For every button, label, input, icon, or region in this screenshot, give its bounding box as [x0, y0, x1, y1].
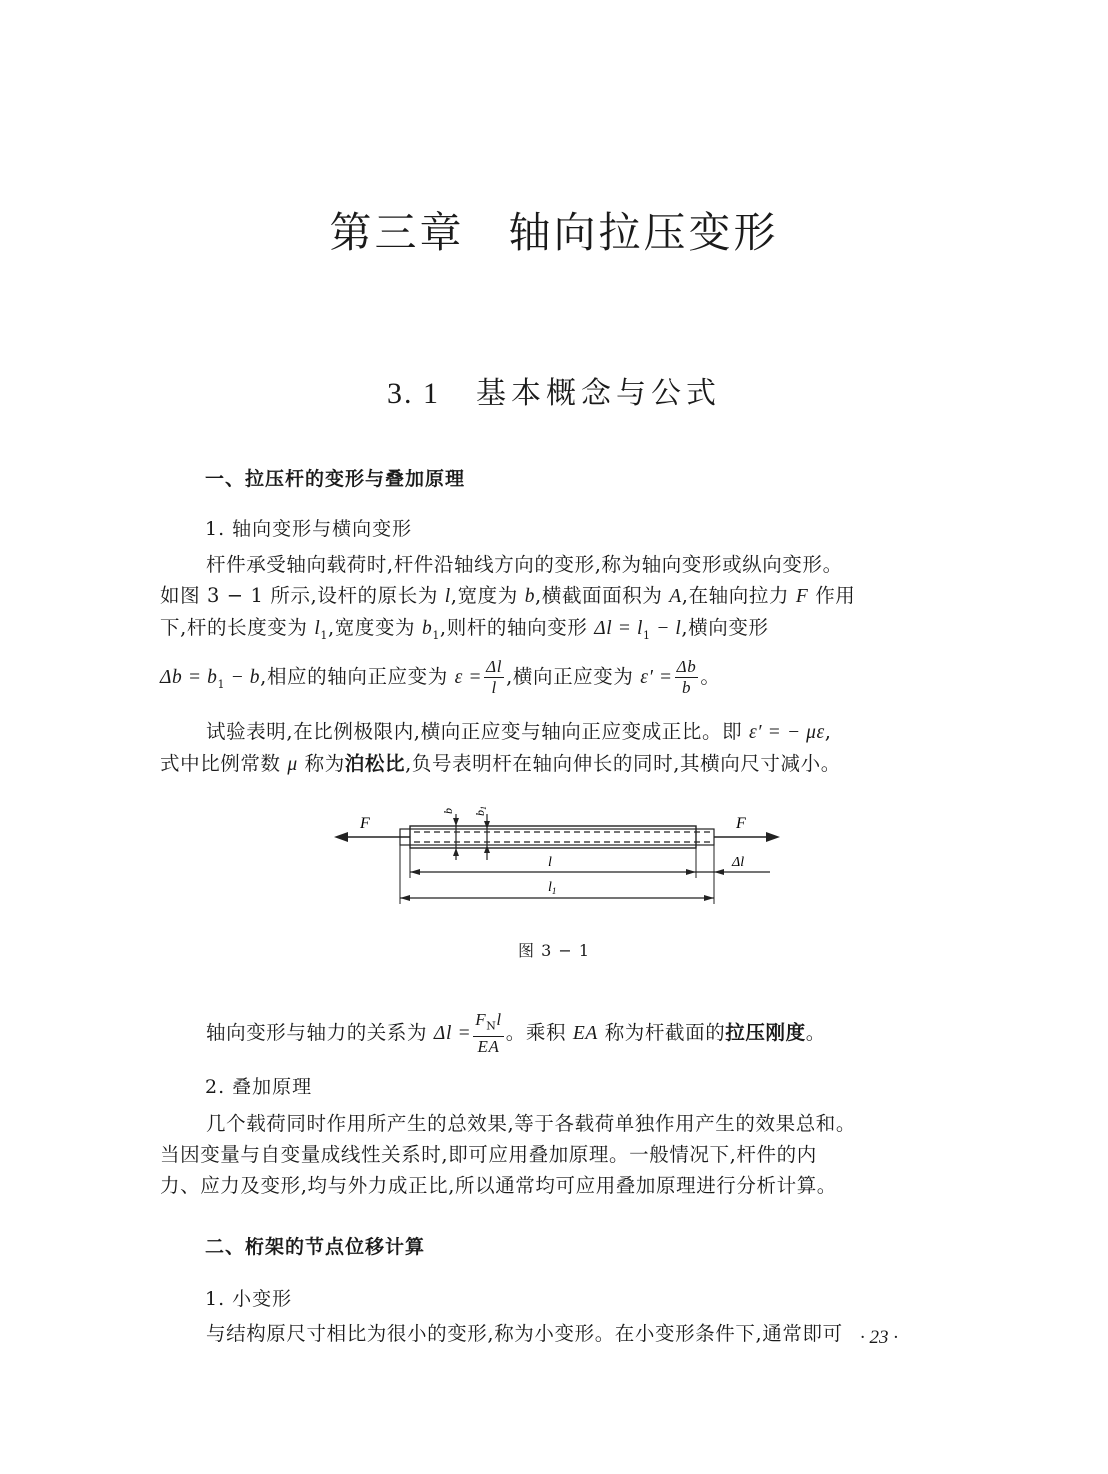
label-l: l — [548, 855, 552, 870]
subheading-axial-lateral: 1. 轴向变形与横向变形 — [205, 518, 413, 540]
paragraph-axial-deformation: 杆件承受轴向载荷时,杆件沿轴线方向的变形,称为轴向变形或纵向变形。 如图 3 − 1 所示,设杆的原长为 l,宽度为 b,横截面面积为 A,在轴向拉力 F 作用 下,杆的长度变为 $l_1$,宽度变为 $b_1$,则杆的轴向变形 $\Delta l = l_1 - l$,横向变形 $\Delta b = b_1 - b$,相应的轴向正应变为 ε = $\frac{\Delta l}{l}$ ,横向正应变为 ε′ = $\frac{\Delta b}{b}$ 。 — [160, 553, 856, 697]
label-force-right: F — [736, 815, 746, 832]
paragraph-superposition: 几个载荷同时作用所产生的总效果,等于各载荷单独作用产生的效果总和。 当因变量与自变量成线性关系时,即可应用叠加原理。一般情况下,杆件的内 力、应力及变形,均与外力成正比,所以通常均可应用叠加原理进行分析计算。 — [160, 1112, 856, 1197]
subheading-superposition: 2. 叠加原理 — [205, 1076, 313, 1098]
label-force-left: F — [360, 815, 370, 832]
page-number: · 23 · — [860, 1327, 898, 1348]
term-axial-stiffness: 拉压刚度 — [725, 1021, 806, 1045]
chapter-number: 第三章 — [329, 208, 465, 257]
heading-deformation-superposition: 一、拉压杆的变形与叠加原理 — [205, 468, 466, 490]
label-b1: b1 — [473, 806, 488, 816]
section-number: 3. 1 — [387, 377, 440, 410]
arrowhead-left — [334, 832, 348, 842]
section-title — [0, 368, 1108, 412]
term-poisson-ratio: 泊松比 — [344, 752, 406, 775]
fraction-lateral-strain: $\frac{\Delta b}{b}$ — [676, 656, 697, 697]
label-l1: $l_1$ — [548, 880, 557, 896]
arrowhead-right — [766, 832, 780, 842]
label-delta-l: Δl — [732, 855, 745, 870]
chapter-name: 轴向拉压变形 — [508, 208, 779, 257]
label-b: b — [441, 808, 455, 814]
paragraph-axial-stiffness: 轴向变形与轴力的关系为 Δl = $\frac{F_Nl}{EA}$ 。乘积 EA 称为杆截面的拉压刚度。 — [206, 1010, 826, 1057]
heading-truss-displacement: 二、桁架的节点位移计算 — [205, 1236, 426, 1258]
chapter-title — [0, 200, 1108, 260]
figure-bar-tension — [330, 796, 790, 908]
section-name: 基本概念与公式 — [476, 376, 721, 411]
fraction-axial-strain: $\frac{\Delta l}{l}$ — [486, 656, 503, 697]
figure-caption: 图 3 − 1 — [517, 941, 591, 960]
paragraph-small-deformation: 与结构原尺寸相比为很小的变形,称为小变形。在小变形条件下,通常即可 — [206, 1322, 843, 1345]
subheading-small-deformation: 1. 小变形 — [205, 1288, 293, 1310]
paragraph-poisson-ratio: 试验表明,在比例极限内,横向正应变与轴向正应变成正比。即 ε′ = − με, 式中比例常数 μ 称为泊松比,负号表明杆在轴向伸长的同时,其横向尺寸减小。 — [160, 720, 841, 775]
fraction-axial-deformation: $\frac{F_Nl}{EA}$ — [475, 1010, 502, 1057]
